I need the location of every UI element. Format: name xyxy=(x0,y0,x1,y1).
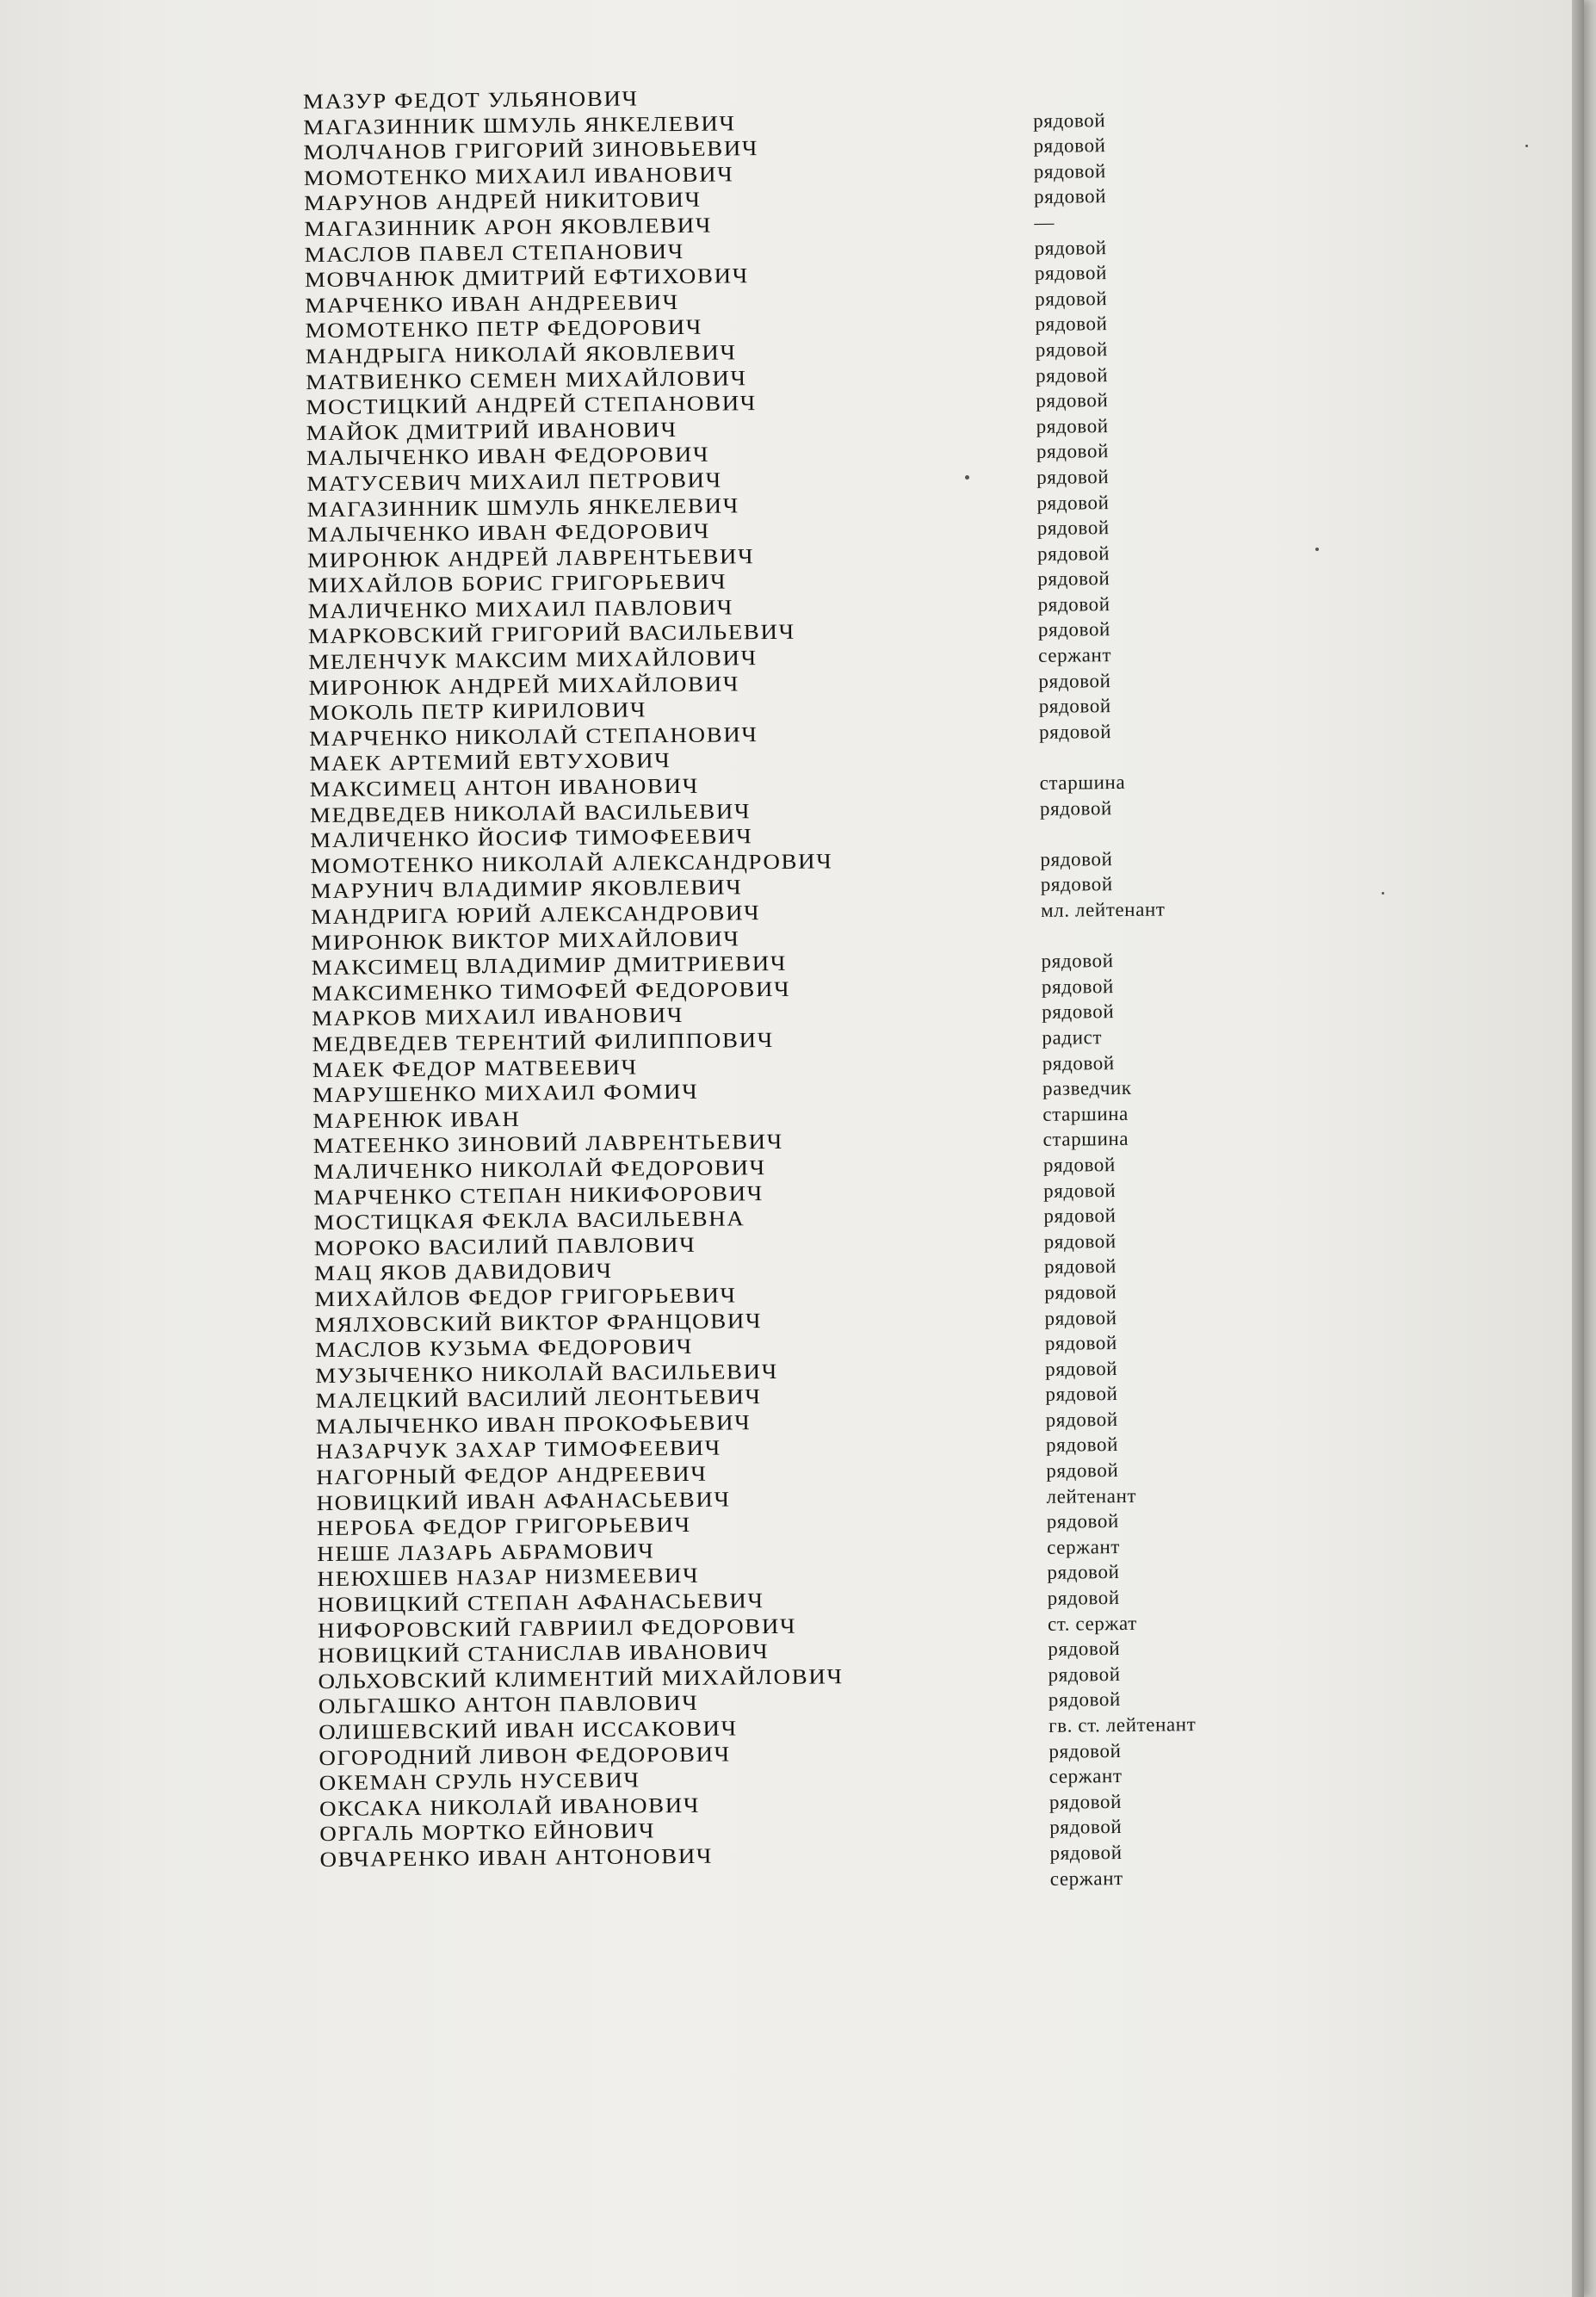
person-name: МАЛЫЧЕНКО ИВАН ПРОКОФЬЕВИЧ xyxy=(315,1410,752,1439)
person-name: МИХАЙЛОВ БОРИС ГРИГОРЬЕВИЧ xyxy=(307,569,727,597)
person-rank: старшина xyxy=(1042,1102,1129,1125)
person-rank: сержант xyxy=(1049,1765,1123,1788)
person-name: МАТВИЕНКО СЕМЕН МИХАЙЛОВИЧ xyxy=(305,365,747,394)
person-rank: рядовой xyxy=(1036,542,1110,565)
person-name: НИФОРОВСКИЙ ГАВРИИЛ ФЕДОРОВИЧ xyxy=(317,1613,797,1643)
person-rank: рядовой xyxy=(1047,1587,1120,1609)
person-name: МАТУСЕВИЧ МИХАИЛ ПЕТРОВИЧ xyxy=(306,467,722,496)
person-name: МЕДВЕДЕВ ТЕРЕНТИЙ ФИЛИППОВИЧ xyxy=(312,1027,774,1056)
person-name: ОЛЬГАШКО АНТОН ПАВЛОВИЧ xyxy=(318,1691,699,1718)
person-rank: рядовой xyxy=(1034,236,1107,259)
person-rank: рядовой xyxy=(1045,1383,1118,1406)
person-rank: рядовой xyxy=(1035,338,1108,361)
person-rank: рядовой xyxy=(1033,185,1107,208)
person-rank: рядовой xyxy=(1049,1816,1123,1839)
person-rank: рядовой xyxy=(1041,975,1115,998)
person-rank: рядовой xyxy=(1043,1179,1117,1202)
person-name: МОВЧАНЮК ДМИТРИЙ ЕФТИХОВИЧ xyxy=(304,263,749,292)
person-rank: рядовой xyxy=(1046,1459,1119,1482)
person-name: ОКСАКА НИКОЛАЙ ИВАНОВИЧ xyxy=(319,1792,701,1821)
person-name: МАРУНИЧ ВЛАДИМИР ЯКОВЛЕВИЧ xyxy=(310,875,743,904)
person-rank: рядовой xyxy=(1035,287,1108,310)
person-rank: рядовой xyxy=(1049,1842,1123,1864)
person-name: МОРОКО ВАСИЛИЙ ПАВЛОВИЧ xyxy=(313,1232,696,1260)
person-rank: рядовой xyxy=(1038,669,1111,692)
person-rank: рядовой xyxy=(1038,720,1112,743)
person-name: НОВИЦКИЙ СТЕПАН АФАНАСЬЕВИЧ xyxy=(317,1588,764,1617)
person-name: МАКСИМЕЦ ВЛАДИМИР ДМИТРИЕВИЧ xyxy=(311,950,788,980)
person-name: МАГАЗИННИК ШМУЛЬ ЯНКЕЛЕВИЧ xyxy=(306,492,739,522)
person-name: МАТЕЕНКО ЗИНОВИЙ ЛАВРЕНТЬЕВИЧ xyxy=(312,1130,783,1158)
person-name: МАЙОК ДМИТРИЙ ИВАНОВИЧ xyxy=(306,417,677,445)
person-rank: рядовой xyxy=(1049,1790,1123,1813)
person-rank: рядовой xyxy=(1040,873,1113,896)
person-rank: рядовой xyxy=(1038,695,1111,718)
person-name: НОВИЦКИЙ СТАНИСЛАВ ИВАНОВИЧ xyxy=(318,1639,770,1668)
person-rank: рядовой xyxy=(1040,847,1113,870)
person-name: МАРЕНЮК ИВАН xyxy=(312,1106,521,1133)
person-name: МАРУШЕНКО МИХАИЛ ФОМИЧ xyxy=(312,1079,699,1107)
person-rank: рядовой xyxy=(1042,1051,1115,1074)
person-rank: рядовой xyxy=(1036,491,1110,514)
person-name: МАЛИЧЕНКО МИХАИЛ ПАВЛОВИЧ xyxy=(307,595,734,623)
person-name: НОВИЦКИЙ ИВАН АФАНАСЬЕВИЧ xyxy=(316,1487,731,1515)
person-name: НАЗАРЧУК ЗАХАР ТИМОФЕЕВИЧ xyxy=(315,1435,721,1464)
person-name: МЕДВЕДЕВ НИКОЛАЙ ВАСИЛЬЕВИЧ xyxy=(309,798,752,827)
person-rank: рядовой xyxy=(1044,1280,1117,1303)
person-name: МАЛЕЦКИЙ ВАСИЛИЙ ЛЕОНТЬЕВИЧ xyxy=(315,1384,762,1413)
person-name: МУЗЫЧЕНКО НИКОЛАЙ ВАСИЛЬЕВИЧ xyxy=(315,1359,778,1388)
person-name: МАКСИМЕЦ АНТОН ИВАНОВИЧ xyxy=(309,773,699,802)
person-rank: рядовой xyxy=(1035,313,1108,336)
person-name: МОМОТЕНКО ПЕТР ФЕДОРОВИЧ xyxy=(305,314,703,344)
person-name: МИРОНЮК ВИКТОР МИХАЙЛОВИЧ xyxy=(311,926,740,955)
person-rank: рядовой xyxy=(1041,950,1114,973)
person-name: ОРГАЛЬ МОРТКО ЕЙНОВИЧ xyxy=(319,1818,656,1846)
person-name: МОСТИЦКИЙ АНДРЕЙ СТЕПАНОВИЧ xyxy=(306,391,758,419)
person-name: МАЕК ФЕДОР МАТВЕЕВИЧ xyxy=(312,1054,638,1082)
person-rank: рядовой xyxy=(1045,1408,1118,1431)
person-name: МАЛЫЧЕНКО ИВАН ФЕДОРОВИЧ xyxy=(306,442,710,470)
person-name: МИХАЙЛОВ ФЕДОР ГРИГОРЬЕВИЧ xyxy=(314,1283,737,1311)
person-rank: рядовой xyxy=(1035,363,1109,387)
person-name: МАЕК АРТЕМИЙ ЕВТУХОВИЧ xyxy=(309,748,671,777)
person-name: ОВЧАРЕНКО ИВАН АНТОНОВИЧ xyxy=(319,1843,714,1872)
person-rank: рядовой xyxy=(1037,592,1110,616)
person-rank: лейтенант xyxy=(1046,1484,1137,1508)
person-rank: рядовой xyxy=(1034,262,1108,285)
person-rank: рядовой xyxy=(1039,796,1113,820)
person-name: НЕЮХШЕВ НАЗАР НИЗМЕЕВИЧ xyxy=(317,1563,700,1592)
person-name: МИРОНЮК АНДРЕЙ ЛАВРЕНТЬЕВИЧ xyxy=(306,543,755,573)
person-name: МОКОЛЬ ПЕТР КИРИЛОВИЧ xyxy=(308,697,647,725)
person-rank: рядовой xyxy=(1044,1306,1117,1329)
person-name: МАСЛОВ ПАВЕЛ СТЕПАНОВИЧ xyxy=(304,238,684,267)
person-name: МЕЛЕНЧУК МАКСИМ МИХАЙЛОВИЧ xyxy=(308,646,758,674)
person-rank: рядовой xyxy=(1042,1000,1115,1024)
person-rank: рядовой xyxy=(1048,1662,1121,1686)
person-name: МАЛЫЧЕНКО ИВАН ФЕДОРОВИЧ xyxy=(306,518,711,547)
person-rank: рядовой xyxy=(1036,517,1110,540)
person-name: МАРЧЕНКО СТЕПАН НИКИФОРОВИЧ xyxy=(313,1180,764,1210)
person-rank: рядовой xyxy=(1045,1433,1119,1457)
person-name: ОГОРОДНИЙ ЛИВОН ФЕДОРОВИЧ xyxy=(319,1741,731,1770)
person-name: МАГАЗИННИК АРОН ЯКОВЛЕВИЧ xyxy=(304,213,713,241)
person-rank: радист xyxy=(1042,1026,1103,1049)
person-name: ОЛИШЕВСКИЙ ИВАН ИССАКОВИЧ xyxy=(319,1716,738,1744)
person-rank: рядовой xyxy=(1036,389,1109,412)
person-rank: мл. лейтенант xyxy=(1040,898,1166,921)
person-name: МАРУНОВ АНДРЕЙ НИКИТОВИЧ xyxy=(303,188,702,216)
person-name: МАРЧЕНКО НИКОЛАЙ СТЕПАНОВИЧ xyxy=(308,721,758,751)
person-name: МАЛИЧЕНКО НИКОЛАЙ ФЕДОРОВИЧ xyxy=(312,1155,766,1184)
person-name: МОМОТЕНКО НИКОЛАЙ АЛЕКСАНДРОВИЧ xyxy=(310,849,833,878)
person-rank: рядовой xyxy=(1037,618,1111,641)
person-name: НАГОРНЫЙ ФЕДОР АНДРЕЕВИЧ xyxy=(316,1461,708,1489)
person-name: МАНДРЫГА НИКОЛАЙ ЯКОВЛЕВИЧ xyxy=(305,340,737,368)
person-rank: рядовой xyxy=(1033,159,1106,183)
person-name: МАРЧЕНКО ИВАН АНДРЕЕВИЧ xyxy=(305,289,679,318)
person-rank: рядовой xyxy=(1044,1332,1117,1354)
person-name: МАГАЗИННИК ШМУЛЬ ЯНКЕЛЕВИЧ xyxy=(303,110,736,139)
person-name: МИРОНЮК АНДРЕЙ МИХАЙЛОВИЧ xyxy=(308,671,740,700)
person-rank: рядовой xyxy=(1047,1561,1120,1584)
person-name: НЕРОБА ФЕДОР ГРИГОРЬЕВИЧ xyxy=(316,1513,691,1540)
person-rank: рядовой xyxy=(1043,1255,1117,1279)
person-rank: рядовой xyxy=(1036,414,1109,437)
person-rank: рядовой xyxy=(1048,1688,1121,1712)
person-rank: рядовой xyxy=(1046,1510,1119,1533)
person-rank: рядовой xyxy=(1045,1357,1118,1380)
person-rank: рядовой xyxy=(1037,567,1110,591)
person-rank: сержант xyxy=(1038,644,1112,666)
person-rank: сержант xyxy=(1047,1535,1121,1558)
person-rank: сержант xyxy=(1049,1867,1123,1890)
person-name: МОМОТЕНКО МИХАИЛ ИВАНОВИЧ xyxy=(303,162,734,190)
person-name: МОЛЧАНОВ ГРИГОРИЙ ЗИНОВЬЕВИЧ xyxy=(303,136,759,164)
person-name: МЯЛХОВСКИЙ ВИКТОР ФРАНЦОВИЧ xyxy=(314,1308,763,1337)
person-name: МАСЛОВ КУЗЬМА ФЕДОРОВИЧ xyxy=(314,1334,693,1362)
person-rank: ст. сержат xyxy=(1047,1612,1137,1635)
person-name: МАРКОВ МИХАИЛ ИВАНОВИЧ xyxy=(312,1003,684,1031)
person-rank: — xyxy=(1034,211,1055,233)
person-rank: рядовой xyxy=(1033,134,1106,158)
person-rank: рядовой xyxy=(1036,440,1110,463)
person-name: ОЛЬХОВСКИЙ КЛИМЕНТИЙ МИХАЙЛОВИЧ xyxy=(318,1663,844,1693)
person-name: ОКЕМАН СРУЛЬ НУСЕВИЧ xyxy=(319,1768,640,1795)
person-name: МАРКОВСКИЙ ГРИГОРИЙ ВАСИЛЬЕВИЧ xyxy=(307,620,795,649)
person-rank: рядовой xyxy=(1049,1739,1122,1762)
person-rank: рядовой xyxy=(1036,466,1110,488)
person-name: НЕШЕ ЛАЗАРЬ АБРАМОВИЧ xyxy=(317,1539,655,1566)
person-rank: рядовой xyxy=(1033,108,1106,132)
person-rank: рядовой xyxy=(1043,1204,1117,1228)
person-rank: разведчик xyxy=(1042,1077,1132,1100)
person-name: МАЦ ЯКОВ ДАВИДОВИЧ xyxy=(313,1259,613,1285)
person-name: МАНДРИГА ЮРИЙ АЛЕКСАНДРОВИЧ xyxy=(310,901,761,929)
person-name: МАКСИМЕНКО ТИМОФЕЙ ФЕДОРОВИЧ xyxy=(311,976,791,1006)
person-rank: старшина xyxy=(1039,771,1126,794)
person-rank: старшина xyxy=(1042,1128,1129,1151)
person-rank: рядовой xyxy=(1048,1638,1121,1661)
person-name: МАЗУР ФЕДОТ УЛЬЯНОВИЧ xyxy=(302,86,639,114)
person-rank: рядовой xyxy=(1042,1154,1116,1176)
person-name: МАЛИЧЕНКО ЙОСИФ ТИМОФЕЕВИЧ xyxy=(310,824,753,852)
person-name: МОСТИЦКАЯ ФЕКЛА ВАСИЛЬЕВНА xyxy=(313,1206,745,1235)
person-rank: рядовой xyxy=(1043,1229,1117,1253)
person-rank: гв. ст. лейтенант xyxy=(1049,1713,1197,1737)
